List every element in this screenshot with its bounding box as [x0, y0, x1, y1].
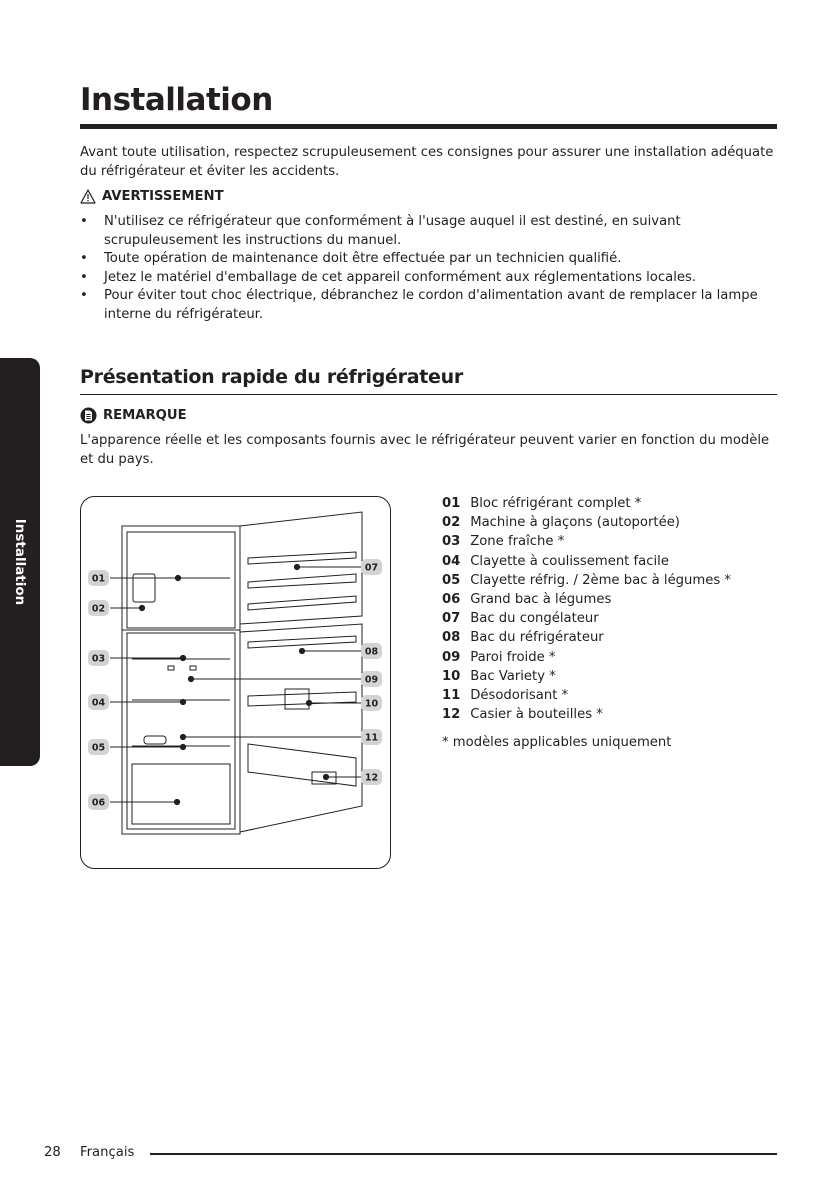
part-label: Bac du réfrigérateur: [470, 630, 604, 646]
part-label: Casier à bouteilles *: [470, 707, 603, 723]
list-item: [442, 667, 731, 686]
page-language: Français: [80, 1145, 135, 1160]
fridge-door: [240, 624, 362, 832]
footer-rule: [150, 1153, 777, 1155]
note-heading: [80, 407, 187, 424]
note-label: REMARQUE: [103, 408, 187, 423]
side-tab-label: Installation: [12, 518, 28, 606]
list-item: [442, 494, 731, 513]
part-label: Grand bac à légumes: [470, 592, 612, 608]
part-number: 03: [442, 534, 461, 550]
note-icon: [80, 407, 97, 424]
side-tab: [0, 358, 40, 766]
section-rule: [80, 394, 777, 395]
callout-06: 06: [91, 797, 106, 809]
list-item: • Jetez le matériel d'emballage de cet appareil conformément aux réglementations locales.: [80, 269, 777, 288]
title-rule: [80, 124, 777, 129]
part-number: 09: [442, 649, 461, 665]
part-label: Paroi froide *: [470, 649, 556, 665]
part-number: 04: [442, 553, 461, 569]
part-label: Bloc réfrigérant complet *: [470, 496, 642, 511]
part-label: Bac du congélateur: [470, 611, 599, 627]
part-label: Désodorisant *: [470, 688, 569, 704]
part-number: 10: [442, 668, 461, 684]
warning-triangle-icon: [80, 189, 96, 204]
part-number: 08: [442, 630, 461, 646]
intro-paragraph: Avant toute utilisation, respectez scrupuleusement ces consignes pour assurer une installation adéquate du réfrigérateur et éviter les accidents.: [80, 145, 774, 179]
callout-02: 02: [91, 603, 106, 615]
callout-10: 10: [364, 698, 379, 710]
list-item: • Toute opération de maintenance doit être effectuée par un technicien qualifié.: [80, 250, 777, 269]
part-label: Clayette à coulissement facile: [470, 553, 669, 569]
callout-09: 09: [364, 674, 379, 686]
part-label: Clayette réfrig. / 2ème bac à légumes *: [470, 572, 732, 588]
part-number: 07: [442, 611, 461, 627]
warning-label: AVERTISSEMENT: [102, 189, 224, 204]
list-item: [442, 571, 731, 590]
page-title: Installation: [80, 82, 273, 118]
callout-04: 04: [91, 697, 106, 709]
part-label: Machine à glaçons (autoportée): [470, 515, 680, 531]
parts-list: [442, 494, 731, 724]
part-label: Zone fraîche *: [470, 534, 565, 550]
callout-07: 07: [364, 562, 379, 574]
fridge-cabinet: [122, 526, 240, 834]
list-item: • N'utilisez ce réfrigérateur que conformément à l'usage auquel il est destiné, en suivant scrupuleusement les instructions du manuel.: [80, 213, 777, 250]
list-item: • Pour éviter tout choc électrique, débranchez le cordon d'alimentation avant de remplacer la lampe interne du réfrigérateur.: [80, 287, 777, 324]
part-number: 12: [442, 707, 461, 723]
list-item: [442, 705, 731, 724]
fridge-compartment: [127, 633, 235, 829]
list-item: [442, 628, 731, 647]
callout-03: 03: [91, 653, 106, 665]
warning-list: [80, 213, 777, 324]
warning-heading: [80, 189, 224, 204]
callout-12: 12: [364, 772, 379, 784]
part-number: 02: [442, 515, 461, 531]
part-number: 11: [442, 688, 461, 704]
part-number: 01: [442, 496, 461, 511]
list-item: [442, 590, 731, 609]
list-item: [442, 552, 731, 571]
list-item: [442, 609, 731, 628]
footnote: * modèles applicables uniquement: [442, 735, 672, 750]
callout-08: 08: [364, 646, 379, 658]
callout-01: 01: [91, 573, 106, 585]
part-number: 06: [442, 592, 461, 608]
list-item: [442, 686, 731, 705]
section-title: Présentation rapide du réfrigérateur: [80, 366, 463, 388]
list-item: [442, 648, 731, 667]
list-item: [442, 532, 731, 551]
part-number: 05: [442, 572, 461, 588]
freezer-compartment: [127, 532, 235, 628]
freezer-door: [240, 512, 362, 624]
page-number: 28: [44, 1145, 61, 1160]
refrigerator-diagram: [80, 496, 391, 869]
callout-11: 11: [364, 732, 379, 744]
part-label: Bac Variety *: [470, 668, 556, 684]
list-item: [442, 513, 731, 532]
note-text: L'apparence réelle et les composants fournis avec le réfrigérateur peuvent varier en fonction du modèle et du pays.: [80, 433, 770, 467]
callout-05: 05: [91, 742, 106, 754]
